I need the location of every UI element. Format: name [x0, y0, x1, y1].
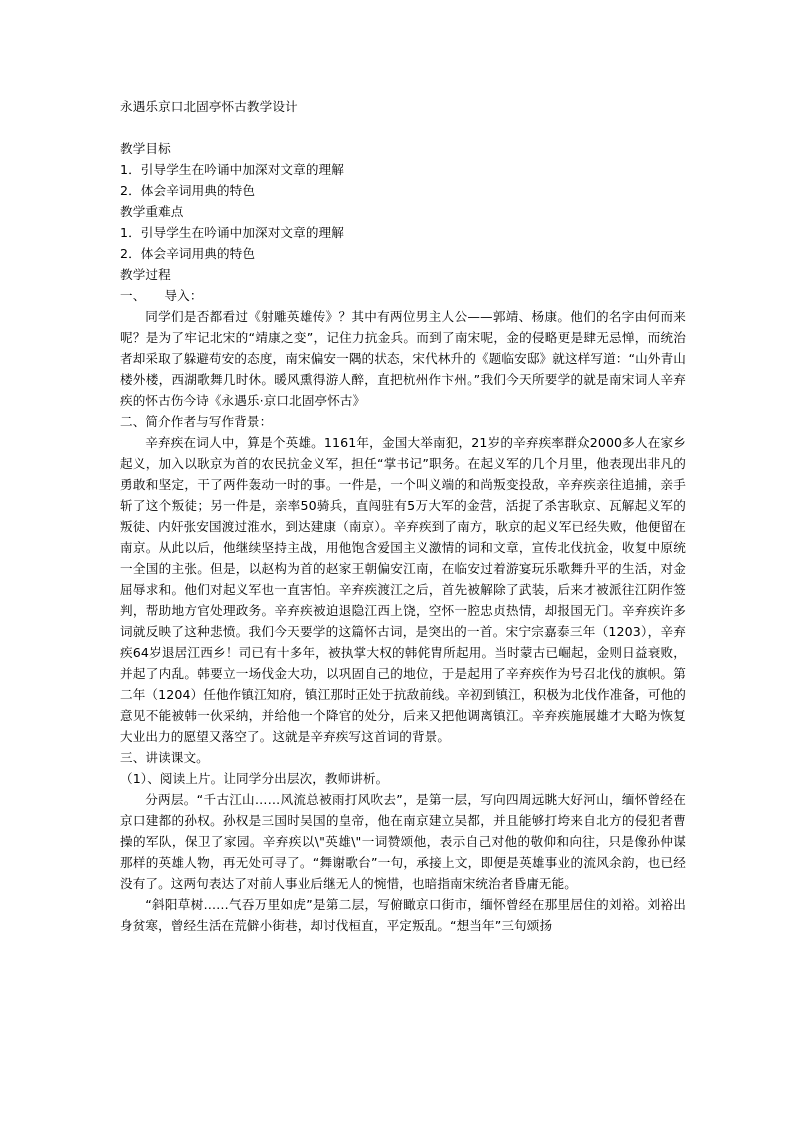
- goal-item: 2．体会辛词用典的特色: [120, 183, 256, 198]
- goal-item: 1．引导学生在吟诵中加深对文章的理解: [120, 162, 344, 177]
- document-title: 永遇乐京口北固亭怀古教学设计: [120, 99, 298, 114]
- keypoint-item: 1．引导学生在吟诵中加深对文章的理解: [120, 225, 344, 240]
- reading-paragraph: 分两层。“千古江山……风流总被雨打风吹去”，是第一层，写向四周远眺大好河山，缅怀曾经在京口建都的孙权。孙权是三国时吴国的皇帝，他在南京建立吴都，并且能够打垮来自北方的侵犯者曹操的军队，保卫了家园。辛弃疾以\"英雄\"一词赞颂他，表示自己对他的敬仰和向往，只是像孙仲谋那样的英雄人物，再无处可寻了。“舞谢歌台”一句，承接上文，即便是英雄事业的流风余韵，也已经没有了。这两句表达了对前人事业后继无人的惋惜，也暗指南宋统治者昏庸无能。: [120, 792, 686, 891]
- keypoint-item: 2．体会辛词用典的特色: [120, 246, 256, 261]
- process-heading: 教学过程: [120, 267, 171, 282]
- section-heading-background: 二、简介作者与写作背景：: [120, 414, 273, 429]
- section-heading-intro: 一、 导入：: [120, 288, 203, 303]
- reading-subheading: （1）、阅读上片。让同学分出层次，教师讲析。: [120, 771, 389, 786]
- background-paragraph: 辛弃疾在词人中，算是个英雄。1161年，金国大举南犯，21岁的辛弃疾率群众2000多人在家乡起义，加入以耿京为首的农民抗金义军，担任“掌书记”职务。在起义军的几个月里，他表现出非凡的勇敢和坚定，干了两件轰动一时的事。一件是，一个叫义端的和尚叛变投敌，辛弃疾亲往追捕，亲手斩了这个叛徒；另一件是，亲率50骑兵，直闯驻有5万大军的金营，活捉了杀害耿京、瓦解起义军的叛徒、内奸张安国渡过淮水，到达建康（南京）。辛弃疾到了南方，耿京的起义军已经失败，他便留在南京。从此以后，他继续坚持主战，用他饱含爱国主义激情的词和文章，宣传北伐抗金，收复中原统一全国的主张。但是，以赵构为首的赵家王朝偏安江南，在临安过着游宴玩乐歌舞升平的生活，对金屈辱求和。他们对起义军也一直害怕。辛弃疾渡江之后，首先被解除了武装，后来才被派往江阴作签判，帮助地方官处理政务。辛弃疾被迫退隐江西上饶，空怀一腔忠贞热情，却报国无门。辛弃疾许多词就反映了这种悲愤。我们今天要学的这篇怀古词，是突出的一首。宋宁宗嘉泰三年（1203），辛弃疾64岁退居江西乡！司已有十多年，被执掌大权的韩侂胄所起用。当时蒙古已崛起，金则日益衰败，并起了内乱。韩要立一场伐金大功，以巩固自己的地位，于是起用了辛弃疾作为号召北伐的旗帜。第二年（1204）任他作镇江知府，镇江那时正处于抗敌前线。辛初到镇江，积极为北伐作准备，可他的意见不能被韩一伙采纳，并给他一个降官的处分，后来又把他调离镇江。辛弃疾施展雄才大略为恢复大业出力的愿望又落空了。这就是辛弃疾写这首词的背景。: [120, 435, 686, 744]
- intro-paragraph: 同学们是否都看过《射雕英雄传》？其中有两位男主人公——郭靖、杨康。他们的名字由何而来呢？是为了牢记北宋的“靖康之变”，记住力抗金兵。而到了南宋呢，金的侵略更是肆无忌惮，而统治者却采取了躲避苟安的态度，南宋偏安一隅的状态，宋代林升的《题临安邸》就这样写道：“山外青山楼外楼，西湖歌舞几时休。暖风熏得游人醉，直把杭州作卞州。”我们今天所要学的就是南宋词人辛弃疾的怀古伤今诗《永遇乐·京口北固亭怀古》: [120, 309, 686, 408]
- reading-paragraph: “斜阳草树……气吞万里如虎”是第二层，写俯瞰京口街市，缅怀曾经在那里居住的刘裕。刘裕出身贫寒，曾经生活在荒僻小街巷，却讨伐桓直，平定叛乱。“想当年”三句颂扬: [120, 897, 686, 933]
- keypoints-heading: 教学重难点: [120, 204, 184, 219]
- section-heading-reading: 三、讲读课文。: [120, 750, 209, 765]
- goals-heading: 教学目标: [120, 141, 171, 156]
- document-page: [120, 96, 686, 936]
